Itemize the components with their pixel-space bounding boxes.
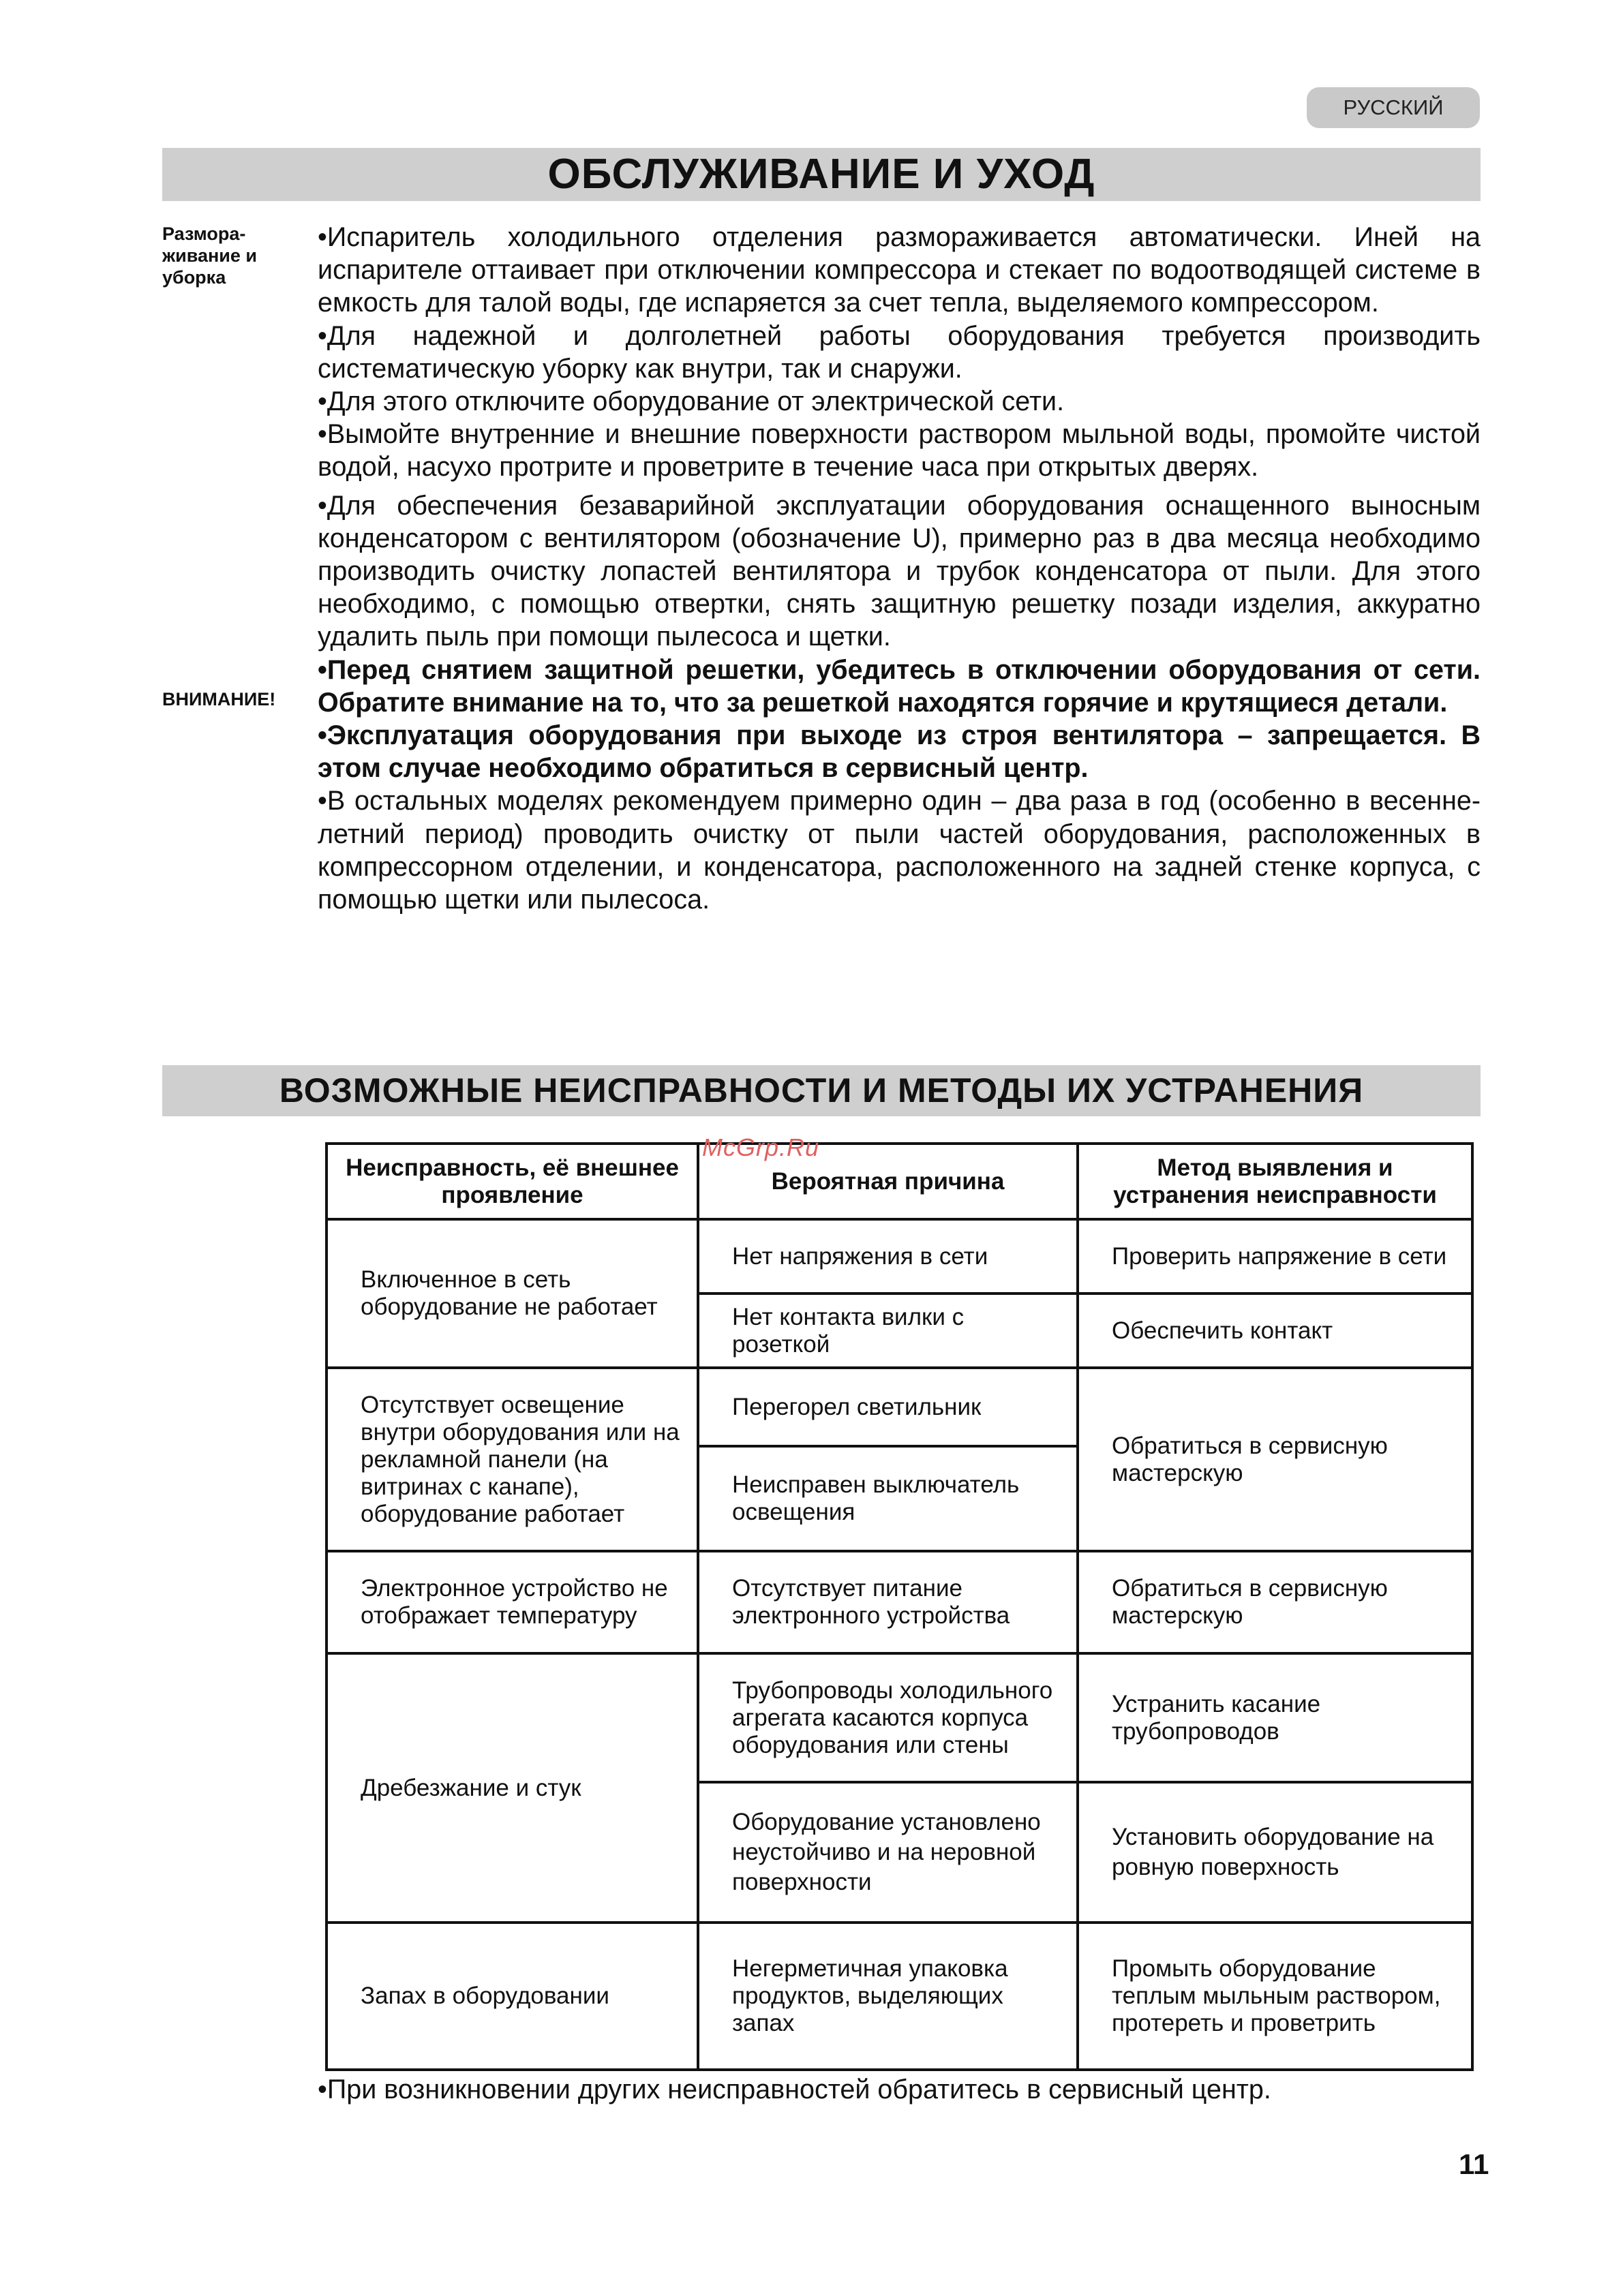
fault-cell: Дребезжание и стук — [327, 1653, 698, 1923]
fault-cell: Включенное в сеть оборудование не работает — [327, 1219, 698, 1368]
table-header-row — [327, 1144, 1472, 1219]
paragraph: •Испаритель холодильного отделения размораживается автоматически. Иней на испарителе оттаивает при отключении компрессора и стекает по водоотводящей системе в емкость для талой воды, где испаряется за счет тепла, выделяемого компрессором. — [318, 222, 1481, 318]
paragraph: •Вымойте внутренние и внешние поверхности раствором мыльной воды, промойте чистой водой, насухо протрите и проветрите в течение часа при открытых дверях. — [318, 419, 1481, 483]
table-row — [327, 1551, 1472, 1653]
fault-cell: Отсутствует освещение внутри оборудования или на рекламной панели (на витринах с канапе), оборудование работает — [327, 1368, 698, 1551]
header-cause: Вероятная причина — [698, 1144, 1078, 1219]
remedy-cell: Устранить касание трубопроводов — [1078, 1653, 1472, 1782]
remedy-cell: Обратиться в сервисную мастерскую — [1078, 1368, 1472, 1551]
page-number: 11 — [1459, 2148, 1489, 2180]
remedy-cell: Обеспечить контакт — [1078, 1294, 1472, 1368]
cause-cell: Перегорел светильник — [698, 1368, 1078, 1446]
cause-cell: Трубопроводы холодильного агрегата касаются корпуса оборудования или стены — [698, 1653, 1078, 1782]
warning-paragraph: •Эксплуатация оборудования при выходе из строя вентилятора – запрещается. В этом случае необходимо обратиться в сервисный центр. — [318, 720, 1481, 784]
paragraph: •Для обеспечения безаварийной эксплуатации оборудования оснащенного выносным конденсатором с вентилятором (обозначение U), примерно раз в два месяца необходимо производить очистку лопастей вентилятора и трубок конденсатора от пыли. Для этого необходимо, с помощью отвертки, снять защитную решетку позади изделия, аккуратно удалить пыль при помощи пылесоса и щетки. — [318, 490, 1481, 652]
paragraph: •В остальных моделях рекомендуем примерно один – два раза в год (особенно в весенне-летний период) проводить очистку от пыли частей оборудования, расположенных в компрессорном отделении, и конденсатора, расположенного на задней стенке корпуса, с помощью щетки или пылесоса. — [318, 786, 1481, 915]
cause-cell: Нет напряжения в сети — [698, 1219, 1078, 1294]
section-title-maintenance: ОБСЛУЖИВАНИЕ И УХОД — [162, 148, 1481, 201]
table-row — [327, 1923, 1472, 2070]
side-note-defrosting: Размора-живание и уборка — [162, 224, 258, 288]
cause-cell: Неисправен выключатель освещения — [698, 1446, 1078, 1551]
footer-note: •При возникновении других неисправностей обратитесь в сервисный центр. — [318, 2075, 1271, 2104]
table-row — [327, 1653, 1472, 1782]
paragraph: •Для этого отключите оборудование от электрической сети. — [318, 386, 1065, 417]
cause-cell: Оборудование установлено неустойчиво и на неровной поверхности — [698, 1782, 1078, 1923]
header-fault: Неисправность, её внешнее проявление — [327, 1144, 698, 1219]
table-row — [327, 1368, 1472, 1446]
cause-cell: Отсутствует питание электронного устройства — [698, 1551, 1078, 1653]
cause-cell: Нет контакта вилки с розеткой — [698, 1294, 1078, 1368]
language-badge: РУССКИЙ — [1307, 87, 1480, 128]
cause-cell: Негерметичная упаковка продуктов, выделяющих запах — [698, 1923, 1078, 2070]
watermark: McGrp.Ru — [702, 1133, 820, 1161]
maintenance-text — [318, 221, 1481, 916]
side-note-warning: ВНИМАНИЕ! — [162, 689, 276, 709]
table-row — [327, 1219, 1472, 1294]
section-title-troubleshooting: ВОЗМОЖНЫЕ НЕИСПРАВНОСТИ И МЕТОДЫ ИХ УСТРАНЕНИЯ — [162, 1065, 1481, 1116]
remedy-cell: Промыть оборудование теплым мыльным раствором, протереть и проветрить — [1078, 1923, 1472, 2070]
fault-cell: Запах в оборудовании — [327, 1923, 698, 2070]
troubleshooting-table — [325, 1142, 1474, 2071]
header-remedy: Метод выявления и устранения неисправности — [1078, 1144, 1472, 1219]
fault-cell: Электронное устройство не отображает температуру — [327, 1551, 698, 1653]
remedy-cell: Обратиться в сервисную мастерскую — [1078, 1551, 1472, 1653]
remedy-cell: Установить оборудование на ровную поверхность — [1078, 1782, 1472, 1923]
remedy-cell: Проверить напряжение в сети — [1078, 1219, 1472, 1294]
paragraph: •Для надежной и долголетней работы оборудования требуется производить систематическую уборку как внутри, так и снаружи. — [318, 320, 1481, 384]
warning-paragraph: •Перед снятием защитной решетки, убедитесь в отключении оборудования от сети. Обратите внимание на то, что за решеткой находятся горячие и крутящиеся детали. — [318, 654, 1481, 718]
